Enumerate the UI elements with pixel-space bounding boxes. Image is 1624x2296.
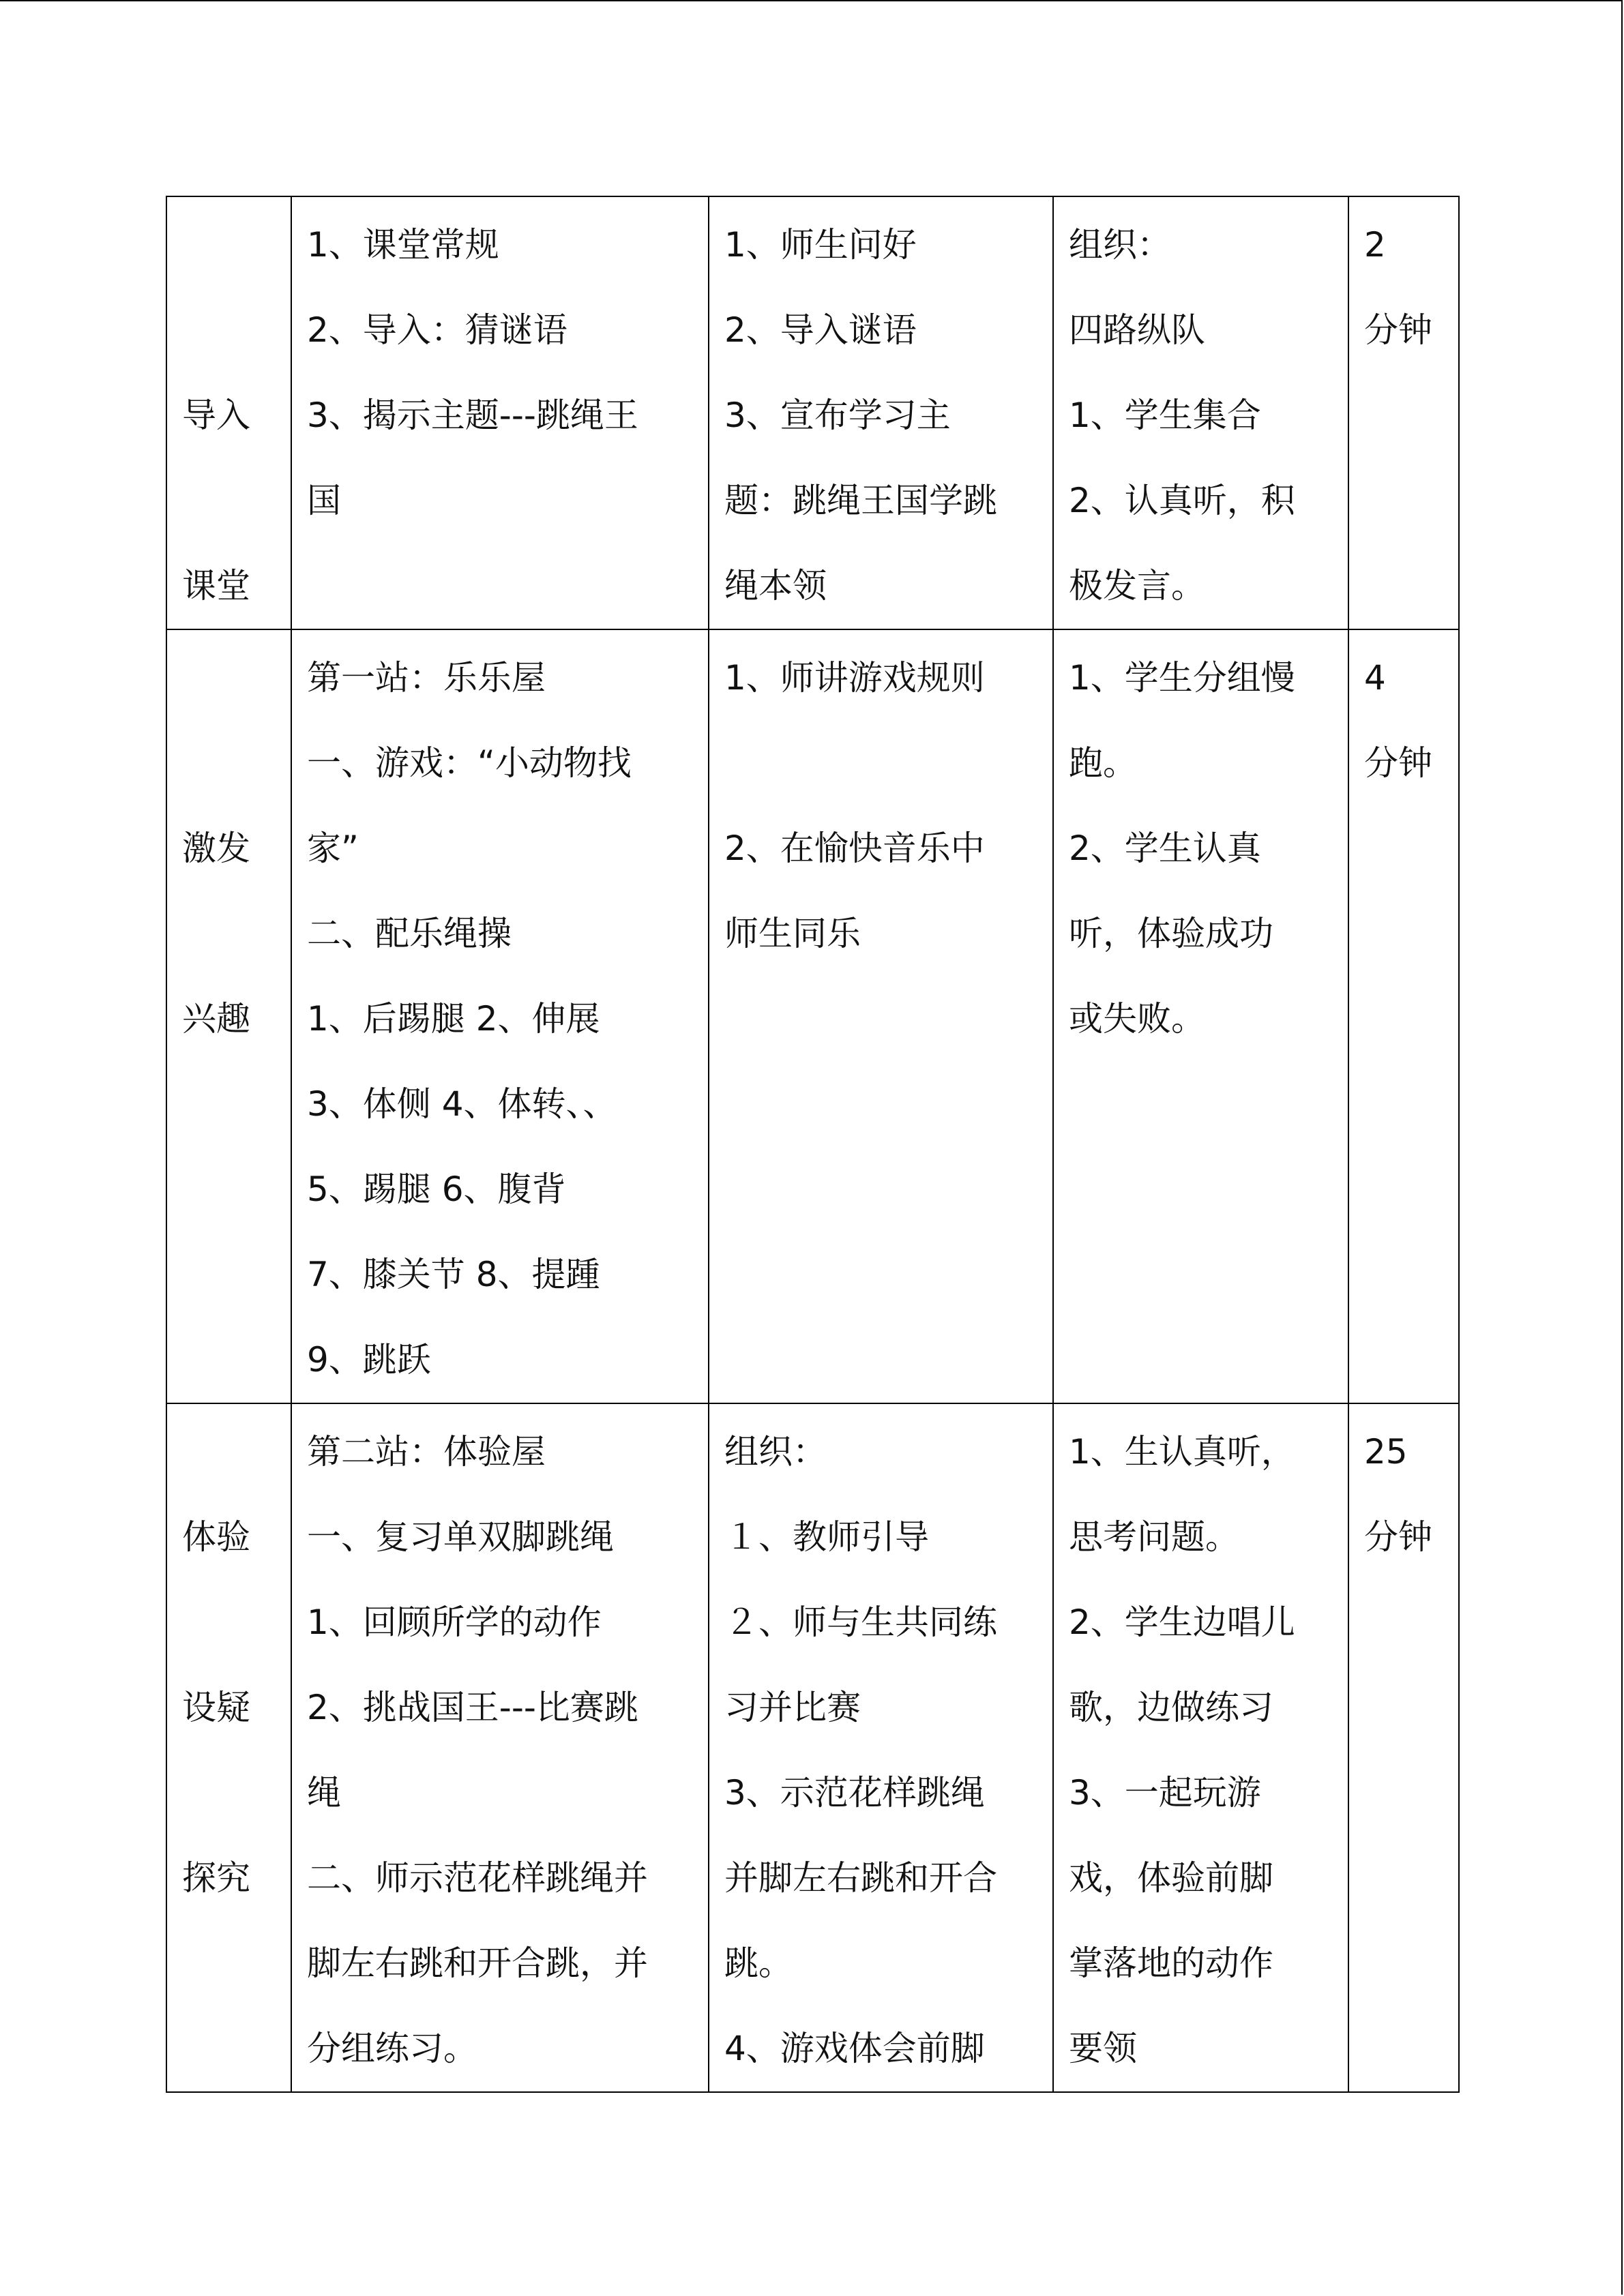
table-row-explore [166,1403,1459,2092]
cell-line: 国 [307,481,341,520]
student-activity-cell [1053,196,1348,629]
cell-line: 3、宣布学习主 [724,396,951,435]
cell-line: 思考问题。 [1069,1517,1239,1557]
cell-line [182,1750,285,1836]
cell-line: 题：跳绳王国学跳 [724,481,997,520]
cell-line: 2、导入：猜谜语 [307,310,567,350]
content-cell [291,196,709,629]
cell-line: 4、游戏体会前脚 [724,2029,985,2068]
cell-line: 3、揭示主题---跳绳王 [307,396,638,435]
cell-line: 跑。 [1069,743,1137,783]
cell-line: 1、回顾所学的动作 [307,1602,602,1642]
cell-line: 习并比赛 [724,1688,861,1727]
stage-cell [166,196,291,629]
cell-line: 1、课堂常规 [307,225,499,265]
table-row-interest [166,629,1459,1403]
cell-line: 组织： [724,1432,827,1472]
cell-line [182,1580,285,1665]
cell-line: 3、示范花样跳绳 [724,1773,985,1813]
cell-line: 1、后踢腿 2、伸展 [307,999,600,1039]
lesson-plan-table [166,196,1460,2093]
cell-line: 3、一起玩游 [1069,1773,1261,1813]
cell-line: 兴趣 [182,999,250,1039]
cell-line: 1、师生问好 [724,225,917,265]
stage-cell [166,1403,291,2092]
cell-line: 第一站：乐乐屋 [307,658,546,698]
cell-line: 4 [1364,658,1386,698]
teacher-activity-cell [709,629,1053,1403]
cell-line: 四路纵队 [1069,310,1205,350]
cell-line: 分钟 [1364,1517,1432,1557]
cell-line: 第二站：体验屋 [307,1432,546,1472]
cell-line: １、教师引导 [724,1517,929,1557]
cell-line: 脚左右跳和开合跳，并 [307,1943,648,1983]
cell-line: 绳 [307,1773,341,1813]
cell-line [182,1410,285,1495]
cell-line: 5、踢腿 6、腹背 [307,1169,566,1209]
cell-line: 掌落地的动作 [1069,1943,1273,1983]
cell-line: 激发 [182,829,250,868]
cell-line: 1、师讲游戏规则 [724,658,985,698]
cell-line: 歌，边做练习 [1069,1688,1273,1727]
cell-line: 体验 [182,1517,250,1557]
cell-line: 7、膝关节 8、提踵 [307,1255,600,1294]
cell-line: 家” [307,829,359,868]
cell-line: 25 [1364,1432,1408,1472]
content-cell [291,629,709,1403]
cell-line: 并脚左右跳和开合 [724,1858,997,1898]
teacher-activity-cell [709,1403,1053,2092]
cell-line: 绳本领 [724,566,827,606]
cell-line: 分钟 [1364,310,1432,350]
cell-line: 戏，体验前脚 [1069,1858,1273,1898]
cell-line: 二、配乐绳操 [307,914,512,953]
cell-line: 跳。 [724,1943,793,1983]
stage-cell [166,629,291,1403]
cell-line: 二、师示范花样跳绳并 [307,1858,648,1898]
cell-line: 探究 [182,1858,250,1898]
cell-line: 2、导入谜语 [724,310,917,350]
cell-line: 9、跳跃 [307,1340,431,1380]
cell-line: 一、游戏：“小动物找 [307,743,632,783]
cell-line: 2 [1364,225,1386,265]
cell-line: 1、生认真听， [1069,1432,1295,1472]
cell-line: 设疑 [182,1688,250,1727]
cell-line: ２、师与生共同练 [724,1602,997,1642]
cell-line [182,636,285,721]
cell-line: 或失败。 [1069,999,1205,1039]
cell-line: 师生同乐 [724,914,861,953]
cell-line: 导入 [182,396,250,435]
cell-line: 组织： [1069,225,1171,265]
content-cell [291,1403,709,2092]
cell-line: 课堂 [182,566,250,606]
cell-line: 2、学生边唱儿 [1069,1602,1295,1642]
cell-line: 要领 [1069,2029,1137,2068]
cell-line [182,288,285,373]
cell-line [182,721,285,806]
time-cell [1348,196,1459,629]
student-activity-cell [1053,629,1348,1403]
cell-line: 1、学生集合 [1069,396,1261,435]
cell-line: 1、学生分组慢 [1069,658,1295,698]
cell-line [182,891,285,976]
cell-line: 听，体验成功 [1069,914,1273,953]
cell-line [182,458,285,543]
cell-line: 极发言。 [1069,566,1205,606]
cell-line: 分钟 [1364,743,1432,783]
cell-line: 2、学生认真 [1069,829,1261,868]
time-cell [1348,1403,1459,2092]
cell-line: 3、体侧 4、体转、、 [307,1084,617,1124]
table-row-intro [166,196,1459,629]
cell-line: 2、挑战国王---比赛跳 [307,1688,638,1727]
cell-line: 一、复习单双脚跳绳 [307,1517,614,1557]
time-cell [1348,629,1459,1403]
cell-line: 分组练习。 [307,2029,477,2068]
cell-line: 2、认真听，积 [1069,481,1295,520]
cell-line [724,721,1043,806]
student-activity-cell [1053,1403,1348,2092]
cell-line: 2、在愉快音乐中 [724,829,985,868]
teacher-activity-cell [709,196,1053,629]
cell-line [182,203,285,288]
